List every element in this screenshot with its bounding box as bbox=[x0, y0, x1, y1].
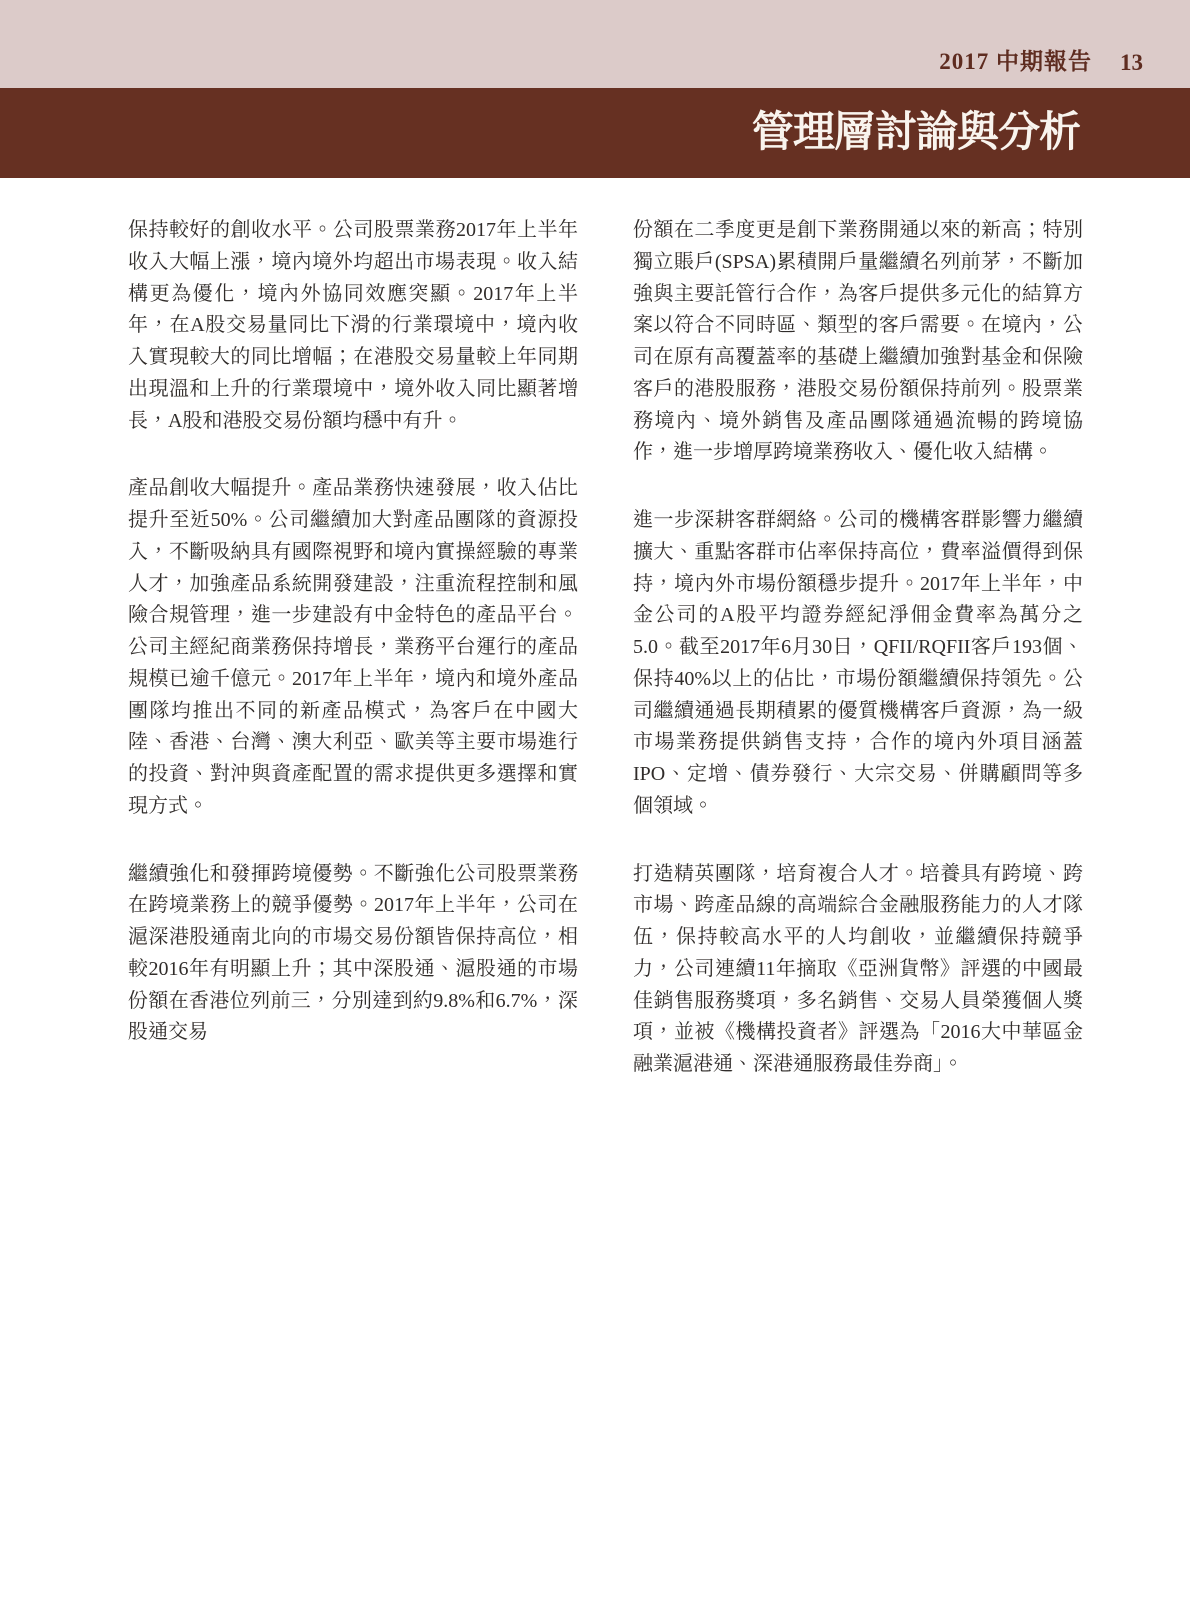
paragraph-right-1: 份額在二季度更是創下業務開通以來的新高；特別獨立賬戶(SPSA)累積開戶量繼續名列前茅，不斷加強與主要託管行合作，為客戶提供多元化的結算方案以符合不同時區、類型的客戶需要。在境內，公司在原有高覆蓋率的基礎上繼續加強對基金和保險客戶的港股服務，港股交易份額保持前列。股票業務境內、境外銷售及產品團隊通過流暢的跨境協作，進一步增厚跨境業務收入、優化收入結構。 bbox=[633, 219, 1083, 464]
page-header-band bbox=[0, 0, 1190, 88]
paragraph-right-3: 打造精英團隊，培育複合人才。培養具有跨境、跨市場、跨產品線的高端綜合金融服務能力的人才隊伍，保持較高水平的人均創收，並繼續保持競爭力，公司連續11年摘取《亞洲貨幣》評選的中國最佳銷售服務獎項，多名銷售、交易人員榮獲個人獎項，並被《機構投資者》評選為「2016大中華區金融業滬港通、深港通服務最佳券商」。 bbox=[633, 862, 1083, 1075]
paragraph-left-2: 產品創收大幅提升。產品業務快速發展，收入佔比提升至近50%。公司繼續加大對產品團隊的資源投入，不斷吸納具有國際視野和境內實操經驗的專業人才，加強產品系統開發建設，注重流程控制和風險合規管理，進一步建設有中金特色的產品平台。公司主經紀商業務保持增長，業務平台運行的產品規模已逾千億元。2017年上半年，境內和境外產品團隊均推出不同的新產品模式，為客戶在中國大陸、香港、台灣、澳大利亞、歐美等主要市場進行的投資、對沖與資產配置的需求提供更多選擇和實現方式。 bbox=[128, 477, 578, 817]
section-title: 管理層討論與分析 bbox=[751, 110, 1080, 156]
paragraph-left-1: 保持較好的創收水平。公司股票業務2017年上半年收入大幅上漲，境內境外均超出市場表現。收入結構更為優化，境內外協同效應突顯。2017年上半年，在A股交易量同比下滑的行業環境中，境內收入實現較大的同比增幅；在港股交易量較上年同期出現溫和上升的行業環境中，境外收入同比顯著增長，A股和港股交易份額均穩中有升。 bbox=[128, 219, 578, 432]
content-area bbox=[128, 215, 1083, 1081]
left-column bbox=[128, 215, 578, 1081]
page-number: 13 bbox=[1120, 50, 1143, 75]
section-banner bbox=[0, 88, 1190, 178]
right-column bbox=[633, 215, 1083, 1081]
report-title: 2017 中期報告 bbox=[939, 49, 1092, 74]
paragraph-right-2: 進一步深耕客群網絡。公司的機構客群影響力繼續擴大、重點客群市佔率保持高位，費率溢價得到保持，境內外市場份額穩步提升。2017年上半年，中金公司的A股平均證券經紀淨佣金費率為萬分之5.0。截至2017年6月30日，QFII/RQFII客戶193個、保持40%以上的佔比，市場份額繼續保持領先。公司繼續通過長期積累的優質機構客戶資源，為一級市場業務提供銷售支持，合作的境內外項目涵蓋IPO、定增、債券發行、大宗交易、併購顧問等多個領域。 bbox=[633, 509, 1083, 817]
paragraph-left-3: 繼續強化和發揮跨境優勢。不斷強化公司股票業務在跨境業務上的競爭優勢。2017年上半年，公司在滬深港股通南北向的市場交易份額皆保持高位，相較2016年有明顯上升；其中深股通、滬股通的市場份額在香港位列前三，分別達到約9.8%和6.7%，深股通交易 bbox=[128, 862, 578, 1044]
